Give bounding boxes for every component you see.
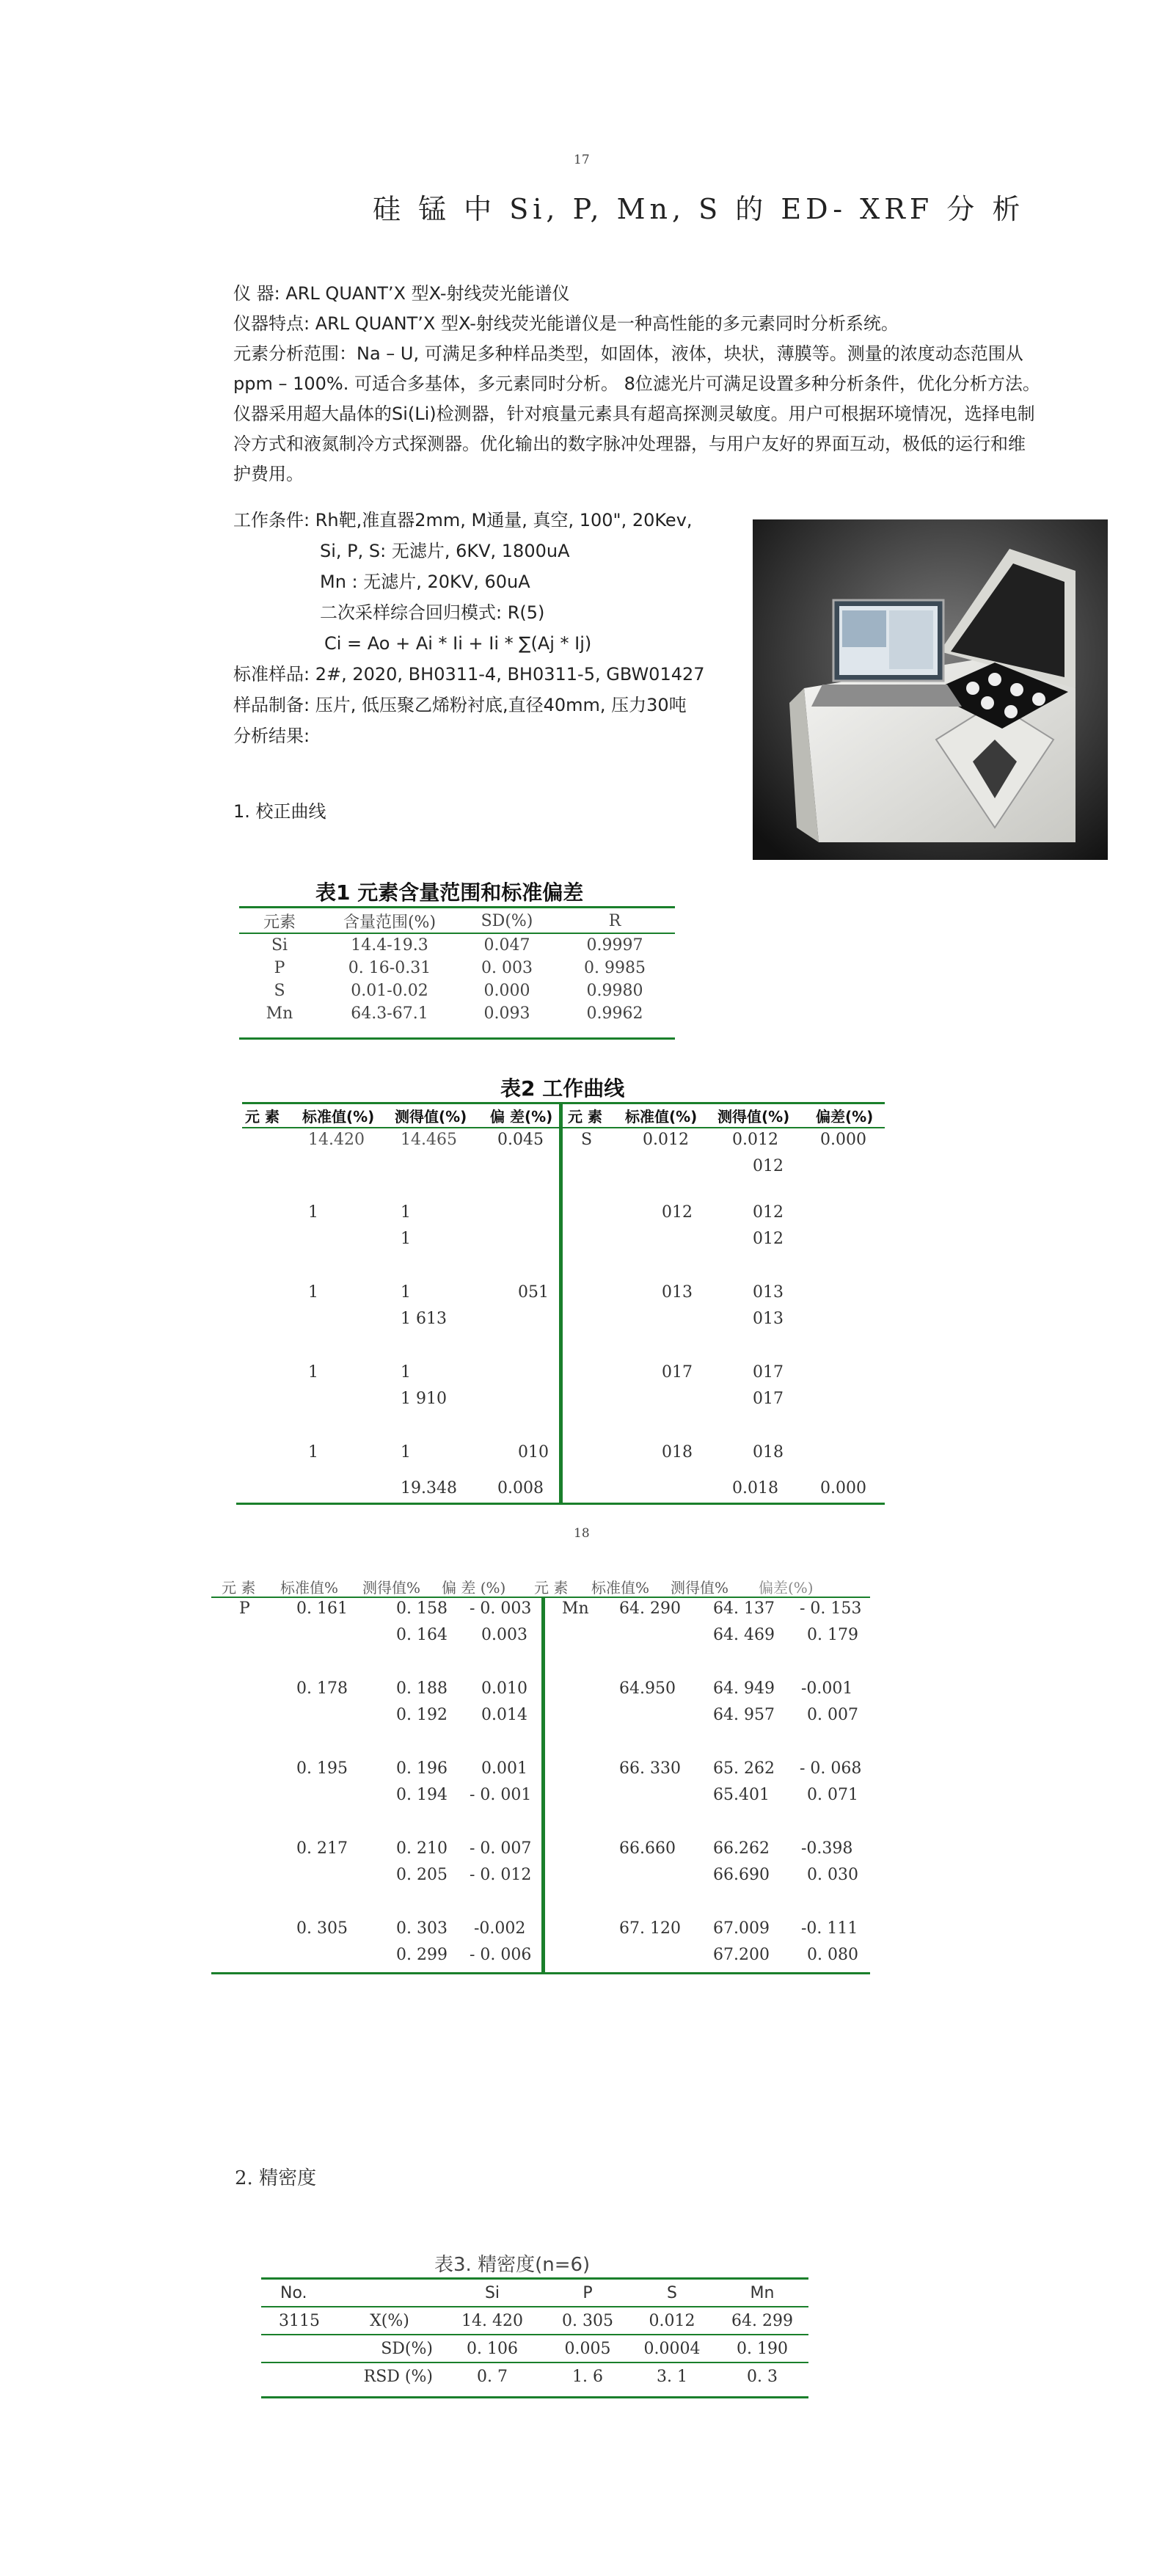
table-cell: 1 bbox=[308, 1203, 318, 1222]
table-cell: 19.348 bbox=[401, 1479, 457, 1497]
table-cell: P bbox=[239, 1599, 250, 1618]
table-cell: -0.001 bbox=[801, 1679, 853, 1698]
table3-header-rule bbox=[211, 1597, 870, 1598]
table-cell: 0. 194 bbox=[396, 1786, 448, 1804]
page-number: 17 bbox=[574, 153, 590, 167]
section-precision: 2. 精密度 bbox=[235, 2167, 317, 2189]
table4-header bbox=[342, 2280, 437, 2307]
table2-bottom-rule bbox=[236, 1503, 885, 1505]
page-title: 硅 锰 中 Si, P, Mn, S 的 ED- XRF 分 析 bbox=[373, 193, 1025, 225]
table-cell: 1 910 bbox=[401, 1390, 447, 1408]
table-cell: 67.009 bbox=[713, 1919, 770, 1938]
table-cell: 0.012 bbox=[643, 1131, 689, 1149]
page-number: 18 bbox=[574, 1526, 590, 1541]
table-cell: 0. 303 bbox=[396, 1919, 448, 1938]
table1-bottom-rule bbox=[239, 1037, 675, 1040]
table-cell: 0. 179 bbox=[807, 1626, 858, 1644]
section-calibration: 1. 校正曲线 bbox=[233, 801, 326, 822]
table2-divider bbox=[559, 1102, 563, 1504]
conditions-line-2: Si, P, S: 无滤片, 6KV, 1800uA bbox=[320, 541, 570, 561]
table-cell: - 0. 007 bbox=[470, 1839, 532, 1858]
table-cell: 0.000 bbox=[483, 982, 530, 1000]
table-cell: -0.002 bbox=[474, 1919, 526, 1938]
table-cell: 012 bbox=[662, 1203, 693, 1222]
table-cell: 0.001 bbox=[481, 1759, 527, 1778]
table3-header: 偏差(%) bbox=[759, 1579, 814, 1597]
table-cell: 1 613 bbox=[401, 1310, 447, 1328]
table-cell: 013 bbox=[753, 1283, 784, 1302]
table-cell: - 0. 068 bbox=[800, 1759, 862, 1778]
xrf-spectrometer-image bbox=[753, 519, 1108, 860]
table-cell: 0. 7 bbox=[477, 2367, 508, 2386]
conditions-line-7: 样品制备: 压片, 低压聚乙烯粉衬底,直径40mm, 压力30吨 bbox=[233, 695, 687, 715]
table-cell: 0. 190 bbox=[737, 2339, 788, 2358]
table-cell: 64.3-67.1 bbox=[351, 1004, 428, 1023]
table-cell: 0. 188 bbox=[396, 1679, 448, 1698]
table1-header: 元素 bbox=[263, 913, 296, 932]
table-cell: 1 bbox=[401, 1443, 411, 1462]
table3-header: 标准值% bbox=[280, 1579, 339, 1597]
table4-header-row bbox=[261, 2280, 808, 2307]
table-cell: 0. 192 bbox=[396, 1706, 448, 1724]
table-cell bbox=[261, 2335, 342, 2362]
conditions-section bbox=[233, 505, 705, 751]
table-cell bbox=[261, 2362, 342, 2390]
table-cell: 14. 420 bbox=[461, 2311, 523, 2330]
table-cell: 67.200 bbox=[713, 1946, 770, 1964]
table2-header: 元 素 bbox=[245, 1108, 280, 1125]
table-row bbox=[261, 2307, 808, 2335]
table-cell: RSD (%) bbox=[363, 2367, 433, 2386]
table3-header: 标准值% bbox=[591, 1579, 650, 1597]
table-cell: 66. 330 bbox=[619, 1759, 681, 1778]
table-cell: 3115 bbox=[279, 2311, 320, 2330]
table2-header: 标准值(%) bbox=[625, 1108, 698, 1125]
table3-header: 测得值% bbox=[362, 1579, 421, 1597]
table4-header: No. bbox=[280, 2283, 307, 2302]
table-cell: 14.465 bbox=[401, 1131, 457, 1149]
table-cell: 0. 164 bbox=[396, 1626, 448, 1644]
table-cell: 1 bbox=[308, 1443, 318, 1462]
table2-top-rule bbox=[242, 1102, 885, 1104]
table-cell: 0. 16-0.31 bbox=[348, 959, 431, 977]
table-cell: 0. 3 bbox=[747, 2367, 778, 2386]
table-cell: 0. 217 bbox=[296, 1839, 348, 1858]
table-cell: 0.000 bbox=[820, 1479, 866, 1497]
table4-bottom-rule bbox=[261, 2396, 808, 2398]
table-cell: 14.4-19.3 bbox=[351, 936, 428, 955]
table-cell: -0. 111 bbox=[801, 1919, 858, 1938]
table3-header: 测得值% bbox=[671, 1579, 729, 1597]
table-cell: 0.000 bbox=[820, 1131, 866, 1149]
detector-line-3: 护费用。 bbox=[233, 464, 304, 484]
intro-section bbox=[233, 279, 1114, 489]
instrument-photo bbox=[753, 519, 1108, 860]
table3-header: 偏 差 (%) bbox=[442, 1579, 506, 1597]
table2-header: 元 素 bbox=[568, 1108, 602, 1125]
range-line-1: 元素分析范围：Na – U, 可满足多种样品类型，如固体，液体，块状，薄膜等。测量的浓度动态范围从 bbox=[233, 343, 1023, 364]
table-cell: 0. 071 bbox=[807, 1786, 858, 1804]
table-cell: 0.0004 bbox=[643, 2339, 701, 2358]
table-cell: Mn bbox=[266, 1004, 293, 1023]
features-line: 仪器特点: ARL QUANT’X 型X-射线荧光能谱仪是一种高性能的多元素同时分析系统。 bbox=[233, 313, 899, 334]
table-cell: 64. 299 bbox=[731, 2311, 793, 2330]
table-cell: 010 bbox=[518, 1443, 549, 1462]
table-cell: 0.010 bbox=[481, 1679, 527, 1698]
conditions-line-3: Mn : 无滤片, 20KV, 60uA bbox=[320, 572, 530, 592]
table4-title: 表3. 精密度(n=6) bbox=[434, 2254, 591, 2276]
table2-header: 偏 差(%) bbox=[490, 1108, 553, 1125]
table-cell: 0. 007 bbox=[807, 1706, 858, 1724]
table-cell: 1 bbox=[308, 1283, 318, 1302]
conditions-line-5: Ci = Ao + Ai * Ii + Ii * ∑(Aj * Ij) bbox=[324, 633, 592, 654]
conditions-line-6: 标准样品: 2#, 2020, BH0311-4, BH0311-5, GBW01427 bbox=[233, 664, 705, 685]
table4 bbox=[261, 2280, 808, 2390]
table-cell: SD(%) bbox=[381, 2339, 433, 2358]
table-cell: S bbox=[581, 1131, 593, 1149]
table2-header: 测得值(%) bbox=[395, 1108, 467, 1125]
table-cell: 64. 949 bbox=[713, 1679, 775, 1698]
table-cell: 66.660 bbox=[619, 1839, 676, 1858]
table-cell: 0. 305 bbox=[296, 1919, 348, 1938]
detector-line-1: 仪器采用超大晶体的Si(Li)检测器，针对痕量元素具有超高探测灵敏度。用户可根据环境情况，选择电制 bbox=[233, 404, 1035, 424]
table-cell: 017 bbox=[753, 1363, 784, 1382]
table-cell: - 0. 006 bbox=[470, 1946, 532, 1964]
table-cell: 0. 030 bbox=[807, 1866, 858, 1884]
table-cell: 1 bbox=[401, 1230, 411, 1248]
table-cell: 0.005 bbox=[564, 2339, 611, 2358]
table-cell: 65.401 bbox=[713, 1786, 770, 1804]
table-cell: 0. 205 bbox=[396, 1866, 448, 1884]
table-cell: 0. 161 bbox=[296, 1599, 348, 1618]
table3-bottom-rule bbox=[211, 1972, 870, 1974]
table-cell: 64.950 bbox=[619, 1679, 676, 1698]
table1-top-rule bbox=[239, 906, 675, 908]
table1 bbox=[239, 910, 675, 1025]
table-cell: 65. 262 bbox=[713, 1759, 775, 1778]
table2-header: 测得值(%) bbox=[717, 1108, 790, 1125]
table-cell: - 0. 153 bbox=[800, 1599, 862, 1618]
table-cell: -0.398 bbox=[801, 1839, 853, 1858]
table-row bbox=[261, 2335, 808, 2362]
table1-header: R bbox=[608, 912, 621, 930]
table-cell: 0.014 bbox=[481, 1706, 527, 1724]
table-cell: 0. 299 bbox=[396, 1946, 448, 1964]
table-row bbox=[239, 957, 675, 979]
table1-header: SD(%) bbox=[481, 912, 533, 930]
table-cell: Si bbox=[271, 936, 288, 955]
table-cell: 0. 196 bbox=[396, 1759, 448, 1778]
table-cell: P bbox=[274, 959, 285, 977]
table-cell: 64. 137 bbox=[713, 1599, 775, 1618]
table-cell: 0.045 bbox=[497, 1131, 544, 1149]
range-line-2: ppm – 100%. 可适合多基体，多元素同时分析。 8位滤光片可满足设置多种分析条件，优化分析方法。 bbox=[233, 373, 1040, 394]
table-cell: 0.003 bbox=[481, 1626, 527, 1644]
table-cell: 0. 9985 bbox=[584, 959, 646, 977]
table3-divider bbox=[541, 1597, 545, 1974]
table1-title: 表1 元素含量范围和标准偏差 bbox=[315, 880, 584, 905]
table1-header-row bbox=[239, 910, 675, 933]
table-cell: 0. 305 bbox=[562, 2311, 613, 2330]
table-cell: 018 bbox=[662, 1443, 693, 1462]
table3-header: 元 素 bbox=[534, 1579, 569, 1597]
table-cell: 0.012 bbox=[649, 2311, 695, 2330]
table-cell: 012 bbox=[753, 1230, 784, 1248]
table-cell: 0. 106 bbox=[467, 2339, 518, 2358]
table-cell: 66.262 bbox=[713, 1839, 770, 1858]
table-cell: 0. 158 bbox=[396, 1599, 448, 1618]
table-row bbox=[239, 933, 675, 957]
table4-header: P bbox=[582, 2283, 593, 2302]
table-cell: 0. 080 bbox=[807, 1946, 858, 1964]
table-cell: 017 bbox=[662, 1363, 693, 1382]
table-cell: 0.012 bbox=[732, 1131, 778, 1149]
table-cell: 0. 003 bbox=[481, 959, 533, 977]
table-cell: 017 bbox=[753, 1390, 784, 1408]
table-cell: 0.047 bbox=[483, 936, 530, 955]
table-cell: 64. 469 bbox=[713, 1626, 775, 1644]
table-cell: 013 bbox=[753, 1310, 784, 1328]
table-cell: S bbox=[274, 982, 285, 1000]
table1-header: 含量范围(%) bbox=[343, 913, 437, 932]
table-cell: 051 bbox=[518, 1283, 549, 1302]
instrument-line: 仪 器: ARL QUANT’X 型X-射线荧光能谱仪 bbox=[233, 283, 570, 304]
table-cell: 1 bbox=[401, 1203, 411, 1222]
table-cell: 012 bbox=[753, 1157, 784, 1175]
table-cell: - 0. 003 bbox=[470, 1599, 532, 1618]
table-cell: 66.690 bbox=[713, 1866, 770, 1884]
table4-header: Mn bbox=[750, 2283, 775, 2302]
table-cell: 018 bbox=[753, 1443, 784, 1462]
table-cell: 0. 178 bbox=[296, 1679, 348, 1698]
detector-line-2: 冷方式和液氮制冷方式探测器。优化输出的数字脉冲处理器，与用户友好的界面互动，极低的运行和维 bbox=[233, 434, 1026, 454]
table2-header: 偏差(%) bbox=[816, 1108, 874, 1125]
table-cell: 1 bbox=[401, 1283, 411, 1302]
table-cell: 013 bbox=[662, 1283, 693, 1302]
table-cell: 0.01-0.02 bbox=[351, 982, 428, 1000]
table3-header: 元 素 bbox=[222, 1579, 256, 1597]
table-row bbox=[239, 979, 675, 1002]
table-cell: - 0. 001 bbox=[470, 1786, 532, 1804]
table-cell: Mn bbox=[562, 1599, 589, 1618]
table-cell: 14.420 bbox=[308, 1131, 365, 1149]
table-cell: 67. 120 bbox=[619, 1919, 681, 1938]
table2-title: 表2 工作曲线 bbox=[500, 1076, 625, 1101]
table-cell: 64. 957 bbox=[713, 1706, 775, 1724]
table-cell: - 0. 012 bbox=[470, 1866, 532, 1884]
table-cell: 0.9997 bbox=[586, 936, 643, 955]
table-cell: X(%) bbox=[370, 2311, 409, 2330]
table4-header: S bbox=[667, 2283, 677, 2302]
table-cell: 0. 210 bbox=[396, 1839, 448, 1858]
conditions-line-4: 二次采样综合回归模式: R(5) bbox=[320, 602, 545, 623]
table-cell: 0. 195 bbox=[296, 1759, 348, 1778]
conditions-line-1: 工作条件: Rh靶,准直器2mm, M通量, 真空, 100", 20Kev, bbox=[233, 510, 693, 530]
table-cell: 3. 1 bbox=[657, 2367, 687, 2386]
table-cell: 0.9962 bbox=[586, 1004, 643, 1023]
table-cell: 0.9980 bbox=[586, 982, 643, 1000]
table2-header-rule bbox=[242, 1127, 885, 1128]
table2-header: 标准值(%) bbox=[302, 1108, 375, 1125]
table-row bbox=[239, 1002, 675, 1025]
table4-header: Si bbox=[484, 2283, 500, 2302]
table-cell: 0.018 bbox=[732, 1479, 778, 1497]
table-cell: 1 bbox=[401, 1363, 411, 1382]
table-cell: 1. 6 bbox=[572, 2367, 603, 2386]
table-cell: 1 bbox=[308, 1363, 318, 1382]
conditions-line-8: 分析结果: bbox=[233, 726, 310, 746]
table-cell: 64. 290 bbox=[619, 1599, 681, 1618]
table-cell: 0.093 bbox=[483, 1004, 530, 1023]
table-cell: 0.008 bbox=[497, 1479, 544, 1497]
table-row bbox=[261, 2362, 808, 2390]
table-cell: 012 bbox=[753, 1203, 784, 1222]
